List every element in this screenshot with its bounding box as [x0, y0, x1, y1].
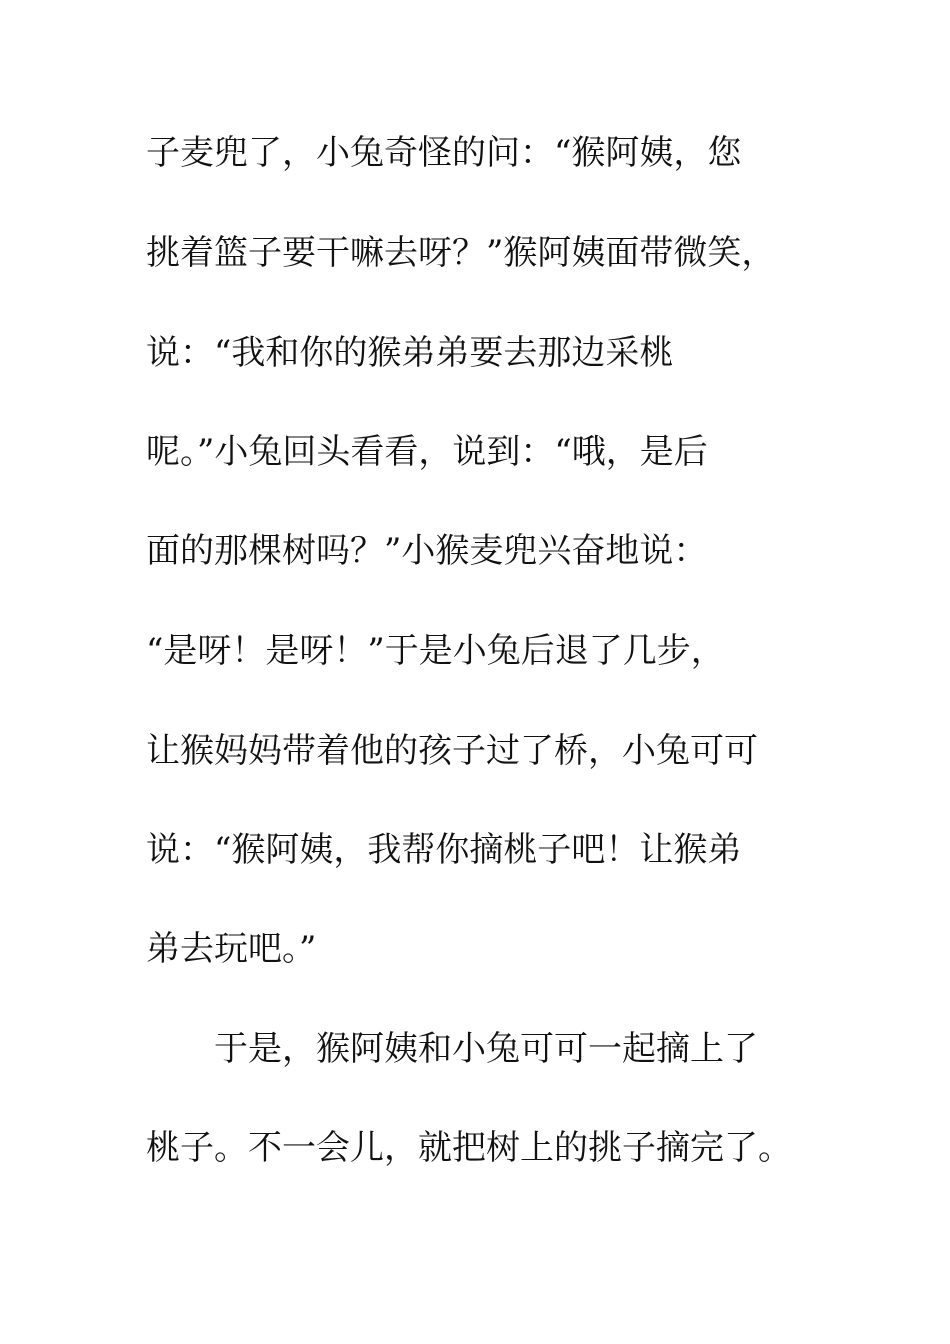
text-line-3: 说：“我和你的猴弟弟要去那边采桃 [146, 333, 674, 373]
text-line-2: 挑着篮子要干嘛去呀？”猴阿姨面带微笑， [146, 233, 776, 273]
text-line-11: 桃子。不一会儿，就把树上的挑子摘完了。 [146, 1128, 792, 1168]
text-line-1: 子麦兜了，小兔奇怪的问：“猴阿姨，您 [146, 133, 742, 173]
text-line-8: 说：“猴阿姨，我帮你摘桃子吧！让猴弟 [146, 830, 742, 870]
text-line-4: 呢。”小兔回头看看，说到：“哦，是后 [146, 432, 708, 472]
text-line-6: “是呀！是呀！”于是小兔后退了几步， [146, 631, 725, 671]
paragraph-2-first-line: 于是，猴阿姨和小兔可可一起摘上了 [214, 1029, 758, 1069]
text-line-5: 面的那棵树吗？”小猴麦兜兴奋地说： [146, 531, 708, 571]
text-line-9: 弟去玩吧。” [146, 929, 317, 969]
text-line-7: 让猴妈妈带着他的孩子过了桥，小兔可可 [146, 731, 758, 771]
